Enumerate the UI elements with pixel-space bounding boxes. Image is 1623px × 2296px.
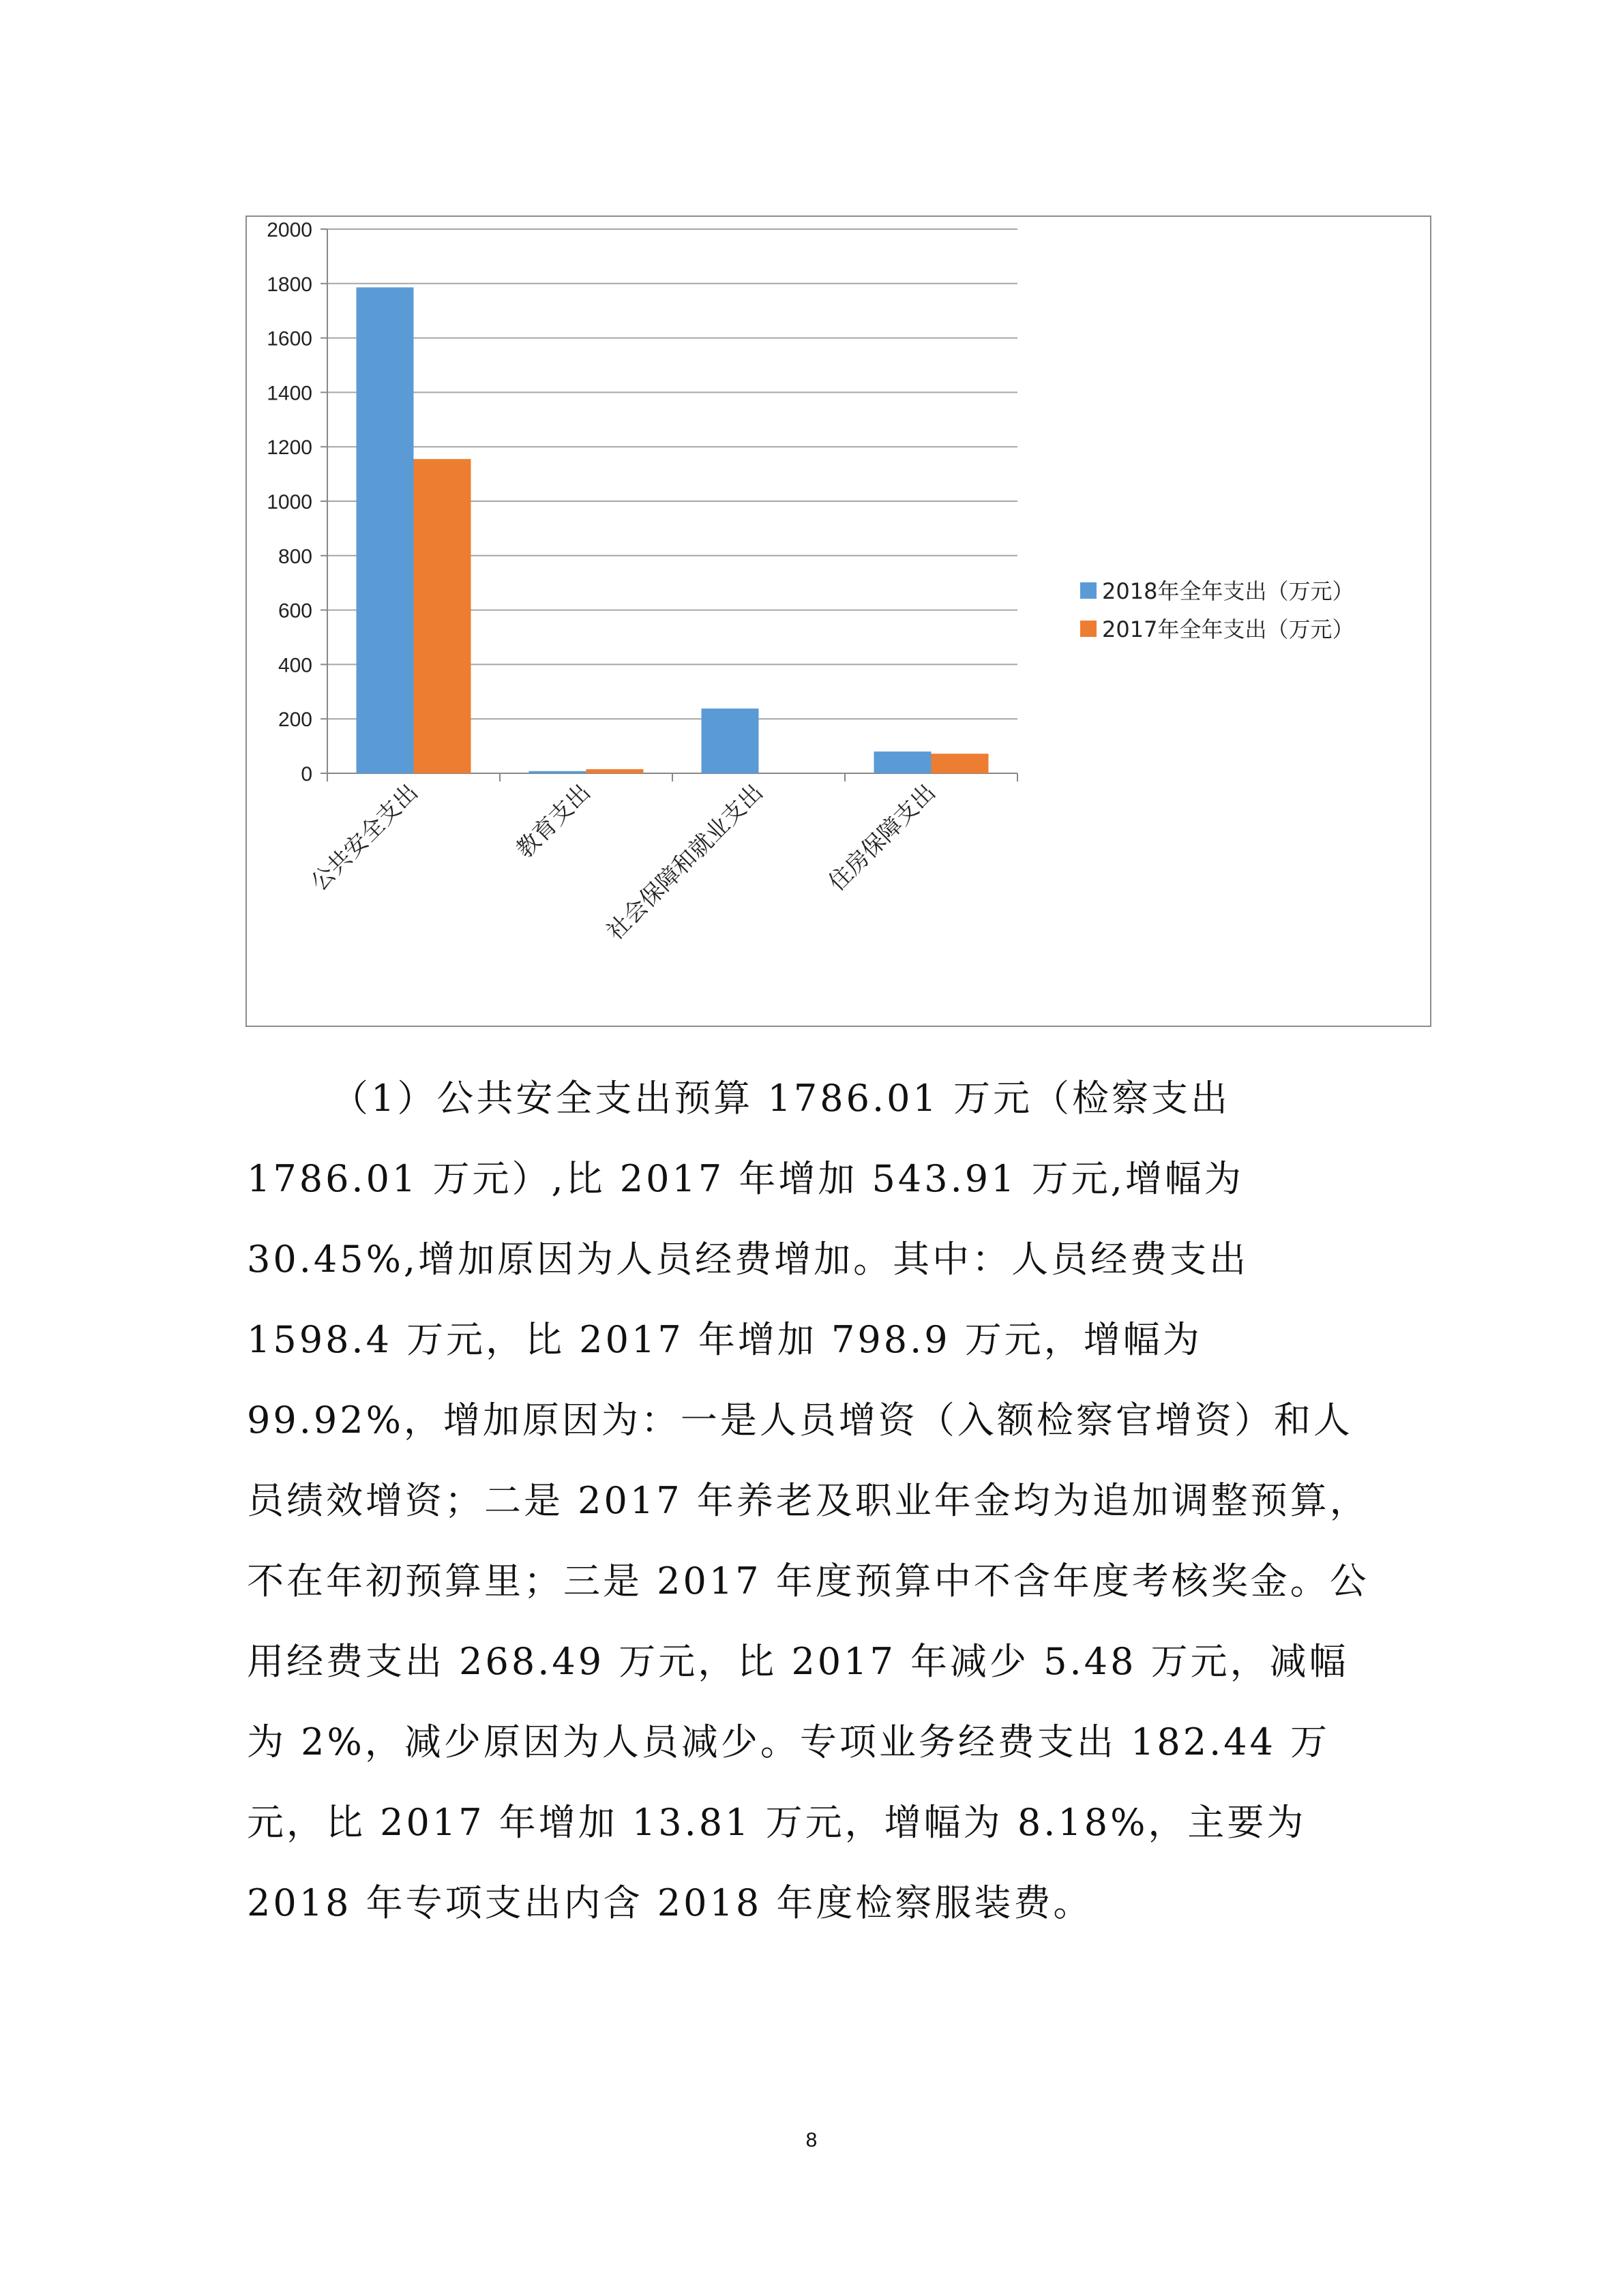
legend-swatch [1080, 582, 1097, 599]
y-tick-label: 0 [301, 763, 312, 786]
legend-label: 2018年全年支出（万元） [1102, 578, 1354, 604]
legend-label: 2017年全年支出（万元） [1102, 616, 1354, 642]
y-tick-label: 1200 [267, 436, 312, 460]
bar-chart [247, 217, 1433, 1028]
x-category-label: 社会保障和就业支出 [601, 779, 769, 946]
y-tick-label: 400 [278, 654, 312, 677]
legend-swatch [1080, 621, 1097, 637]
y-tick-label: 1800 [267, 273, 312, 296]
bar-2017 [586, 769, 644, 773]
bar-2018 [529, 771, 586, 773]
bar-2017 [414, 459, 471, 773]
bar-2018 [357, 287, 414, 773]
y-tick-label: 800 [278, 545, 312, 568]
x-category-label: 公共安全支出 [306, 779, 423, 897]
bar-2018 [702, 709, 759, 773]
bar-2018 [874, 751, 932, 773]
y-tick-label: 200 [278, 709, 312, 732]
chart-frame [245, 215, 1431, 1027]
x-category-label: 住房保障支出 [823, 779, 941, 897]
page-number: 8 [805, 2129, 818, 2151]
body-paragraph: （1）公共安全支出预算 1786.01 万元（检察支出 1786.01 万元）,比 2017 年增加 543.91 万元,增幅为 30.45%,增加原因为人员经费增加。其中：人员经费支出 1598.4 万元，比 2017 年增加 798.9 万元，增幅为 99.92%，增加原因为：一是人员增资（入额检察官增资）和人员绩效增资；二是 2017 年养老及职业年金均为追加调整预算，不在年初预算里；三是 2017 年度预算中不含年度考核奖金。公用经费支出 268.49 万元，比 2017 年减少 5.48 万元，减幅为 2%，减少原因为人员减少。专项业务经费支出 182.44 万元，比 2017 年增加 13.81 万元，增幅为 8.18%，主要为 2018 年专项支出内含 2018 年度检察服装费。 [247, 1077, 1369, 1924]
y-tick-label: 1400 [267, 382, 312, 405]
x-category-label: 教育支出 [511, 779, 596, 864]
bar-2017 [932, 754, 989, 773]
y-tick-label: 600 [278, 599, 312, 623]
y-tick-label: 2000 [267, 219, 312, 241]
y-tick-label: 1000 [267, 491, 312, 513]
y-tick-label: 1600 [267, 327, 312, 351]
